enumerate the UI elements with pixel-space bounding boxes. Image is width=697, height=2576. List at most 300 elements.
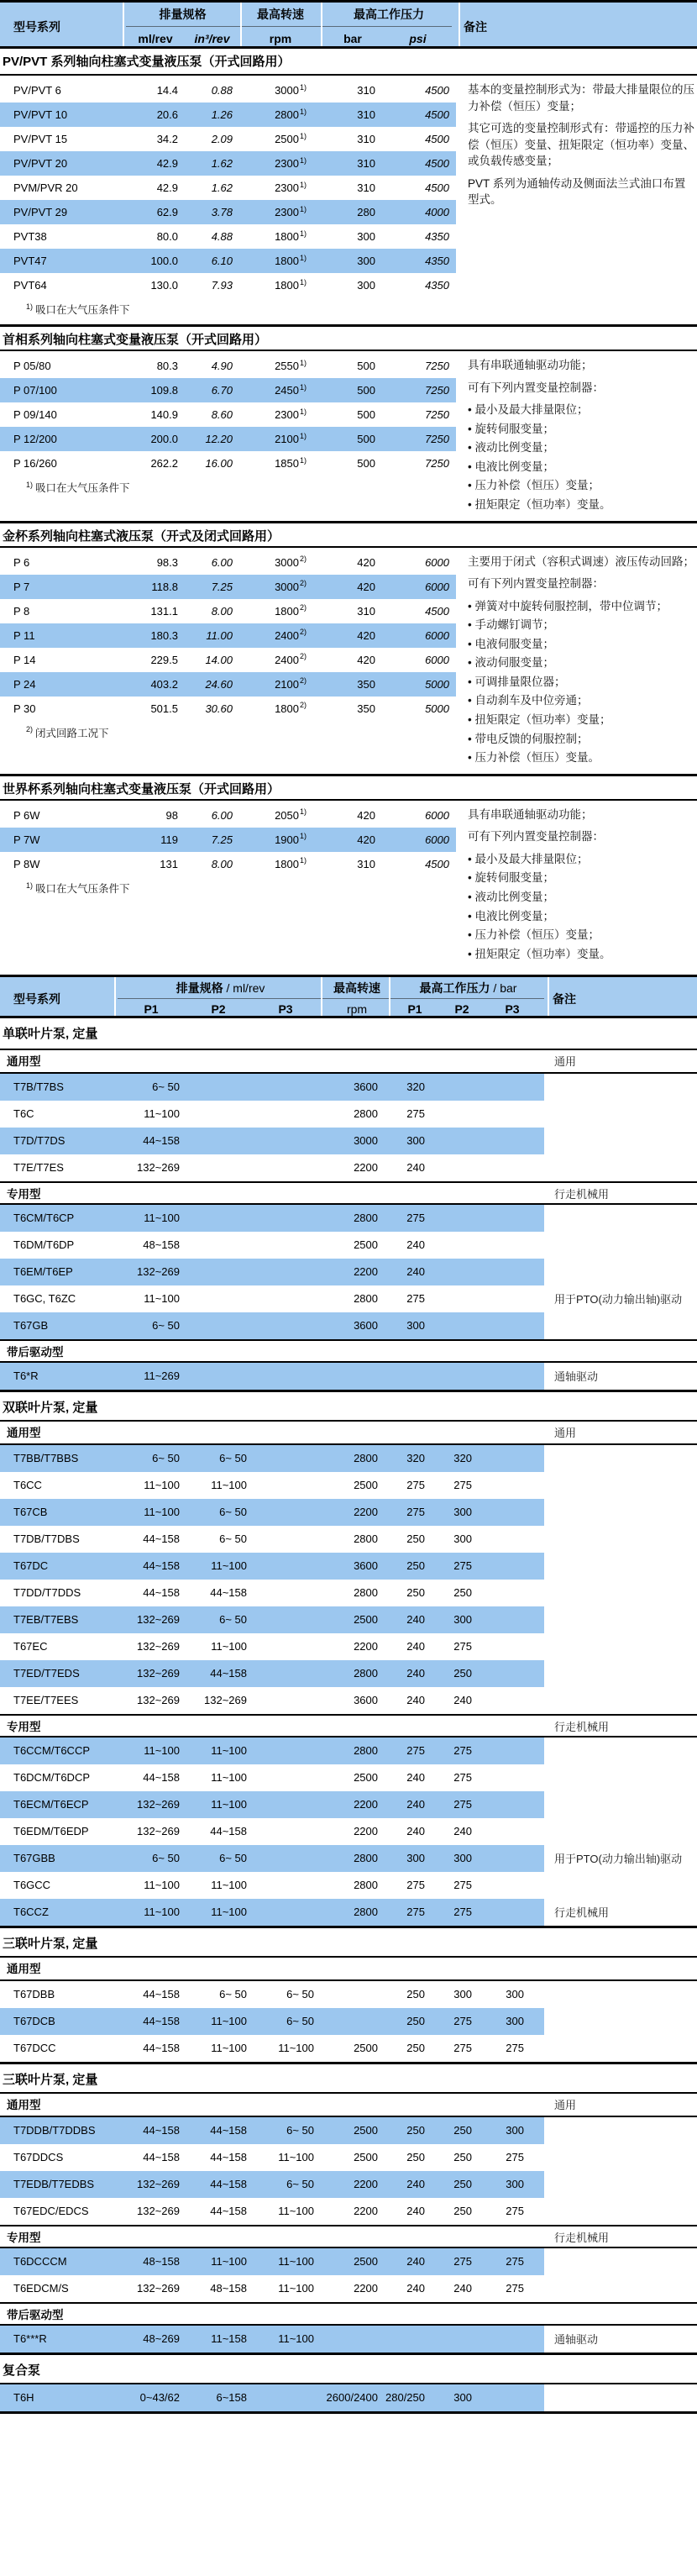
subsections [0, 2094, 697, 2353]
rpm-value: 1800 [275, 604, 299, 618]
footnote-marker: 1) [26, 881, 34, 890]
displacement-p2-cell: 44~158 [210, 2151, 247, 2164]
displacement-p2-cell [185, 1074, 252, 1101]
note-line: • 扭矩限定（恒功率）变量。 [468, 497, 611, 511]
pressure-p3-cell [477, 1259, 544, 1285]
model-cell: P 11 [13, 628, 35, 642]
max-speed-cell: 2800 [354, 1212, 378, 1225]
table-row [0, 1259, 697, 1285]
note-line: • 液动比例变量； [468, 890, 554, 903]
subsection-label: 专用型 [7, 1188, 41, 1201]
subsection-header [0, 1422, 697, 1445]
pump-series-section [0, 774, 697, 970]
max-speed-cell: 3600 [354, 1559, 378, 1573]
header-separator [459, 3, 460, 46]
displacement-in3-cell: 8.60 [211, 408, 233, 421]
displacement-p3-cell: 6~ 50 [286, 2015, 314, 2028]
displacement-in3-cell: 7.93 [211, 279, 233, 292]
pressure-p2-cell: 300 [453, 1532, 472, 1546]
pressure-psi-cell: 7250 [425, 360, 449, 372]
pressure-p3-cell [477, 1154, 544, 1181]
displacement-ml-cell: 119 [160, 833, 178, 846]
pressure-p1-cell: 240 [406, 1667, 425, 1680]
rpm-value: 1800 [275, 702, 299, 715]
subsection-header [0, 2094, 697, 2117]
model-cell: T7D/T7DS [13, 1134, 66, 1148]
displacement-p3-cell: 11~100 [278, 2282, 314, 2295]
displacement-p2-cell [185, 1128, 252, 1154]
pressure-p2-cell [430, 1232, 477, 1259]
pressure-p1-cell: 240 [406, 1694, 425, 1707]
note-line: • 最小及最大排量限位； [468, 852, 589, 865]
pressure-psi-cell: 6000 [425, 580, 449, 593]
table-row [0, 672, 456, 697]
max-speed-cell [239, 151, 313, 176]
displacement-ml-cell: 20.6 [156, 108, 178, 121]
footnote-marker: 1) [299, 155, 307, 165]
pressure-psi-cell: 4500 [425, 133, 449, 145]
displacement-ml-cell: 100.0 [150, 255, 178, 267]
note-line: • 旋转伺服变量； [468, 422, 554, 435]
displacement-p1-cell: 132~269 [137, 1798, 180, 1811]
footnote-text: 吸口在大气压条件下 [35, 482, 130, 494]
table-row [0, 2248, 697, 2275]
table1-header [0, 0, 697, 49]
displacement-p3-cell [252, 1606, 319, 1633]
displacement-in3-cell: 8.00 [211, 604, 233, 618]
subsection-header [0, 2225, 697, 2248]
table-row [0, 2275, 697, 2302]
displacement-p3-cell [252, 1232, 319, 1259]
header-separator [548, 977, 549, 1016]
pressure-bar-cell: 310 [357, 857, 375, 870]
model-cell: P 14 [13, 653, 36, 666]
pressure-bar-cell: 310 [357, 604, 375, 618]
model-cell: T7DDB/T7DDBS [13, 2124, 96, 2137]
header-separator [321, 977, 322, 1016]
model-cell: T6EDCM/S [13, 2282, 69, 2295]
pressure-psi-cell: 7250 [425, 433, 449, 445]
vane-pump-section [0, 2353, 697, 2411]
displacement-p3-cell [252, 1074, 319, 1101]
footnote-marker: 1) [299, 82, 307, 92]
column-header-notes: 备注 [553, 992, 576, 1007]
model-cell: P 07/100 [13, 384, 57, 397]
displacement-p1-cell: 11~100 [144, 1506, 180, 1519]
model-cell: P 7 [13, 580, 30, 593]
max-speed-cell: 2500 [354, 1613, 378, 1627]
max-speed-cell: 2200 [354, 1825, 378, 1838]
displacement-ml-cell: 62.9 [156, 206, 178, 218]
rows [0, 1074, 697, 1181]
displacement-p2-cell: 11~100 [211, 1559, 247, 1573]
displacement-p2-cell: 44~158 [210, 1825, 247, 1838]
subsection [0, 2302, 697, 2353]
pressure-p1-cell: 250 [406, 2042, 425, 2055]
subcolumn-pressure-p3: P3 [505, 1002, 520, 1017]
displacement-p2-cell: 11~100 [211, 1798, 247, 1811]
section-body [0, 548, 697, 774]
model-cell: T6DCM/T6DCP [13, 1771, 91, 1785]
displacement-p1-cell: 132~269 [137, 2178, 180, 2191]
displacement-ml-cell: 98 [165, 808, 178, 822]
displacement-p2-cell: 6~ 50 [219, 1852, 247, 1865]
header-separator [321, 3, 322, 46]
rpm-value: 1800 [275, 279, 299, 292]
note-line: • 液动比例变量； [468, 441, 554, 455]
pressure-bar-cell: 280 [357, 206, 375, 218]
header-separator [240, 3, 242, 46]
pressure-p3-cell: 275 [506, 2151, 524, 2164]
rows [0, 2248, 697, 2302]
model-cell: P 7W [13, 833, 40, 846]
displacement-ml-cell: 80.0 [156, 230, 178, 243]
table-row [0, 1101, 697, 1128]
displacement-p1-cell: 48~158 [143, 1238, 180, 1252]
pressure-psi-cell: 7250 [425, 408, 449, 421]
displacement-p3-cell [252, 1363, 319, 1390]
pressure-p3-cell [477, 1363, 544, 1390]
footnote-marker: 1) [299, 407, 307, 416]
displacement-ml-cell: 42.9 [156, 157, 178, 170]
table-row [0, 402, 456, 427]
pressure-p2-cell: 300 [453, 2391, 472, 2405]
table-row [0, 2326, 697, 2353]
pressure-p3-cell [477, 1499, 544, 1526]
column-header-model: 型号系列 [13, 992, 60, 1007]
pressure-psi-cell: 4000 [425, 206, 449, 218]
subsection-header [0, 1714, 697, 1737]
table-row [0, 1606, 697, 1633]
pressure-bar-cell: 310 [357, 181, 375, 194]
table-row [0, 1899, 697, 1926]
table-row [0, 1845, 697, 1872]
table-row [0, 224, 456, 249]
row-remark: 用于PTO(动力输出轴)驱动 [554, 1853, 683, 1866]
note-line: 可有下列内置变量控制器： [468, 577, 604, 591]
max-speed-cell [239, 550, 313, 575]
pressure-psi-cell: 4350 [425, 230, 449, 243]
displacement-in3-cell: 6.00 [211, 808, 233, 822]
max-speed-cell [319, 1981, 383, 2008]
table-row [0, 550, 456, 575]
displacement-p1-cell: 44~158 [143, 2015, 180, 2028]
displacement-p1-cell: 44~158 [143, 1559, 180, 1573]
section-footnote [0, 721, 456, 748]
displacement-in3-cell: 4.90 [211, 360, 233, 372]
rows [0, 1363, 697, 1390]
footnote-marker: 1) [299, 832, 307, 841]
pressure-bar-cell: 500 [357, 457, 375, 470]
max-speed-cell: 2800 [354, 1879, 378, 1892]
model-cell: T6***R [13, 2332, 47, 2346]
pressure-p1-cell: 275 [406, 1506, 425, 1519]
displacement-ml-cell: 118.8 [151, 580, 178, 593]
displacement-in3-cell: 11.00 [206, 628, 233, 642]
displacement-in3-cell: 12.20 [205, 433, 233, 445]
subcolumn-p1: P1 [144, 1002, 159, 1017]
displacement-p1-cell: 11~100 [144, 1212, 180, 1225]
model-cell: T6H [13, 2391, 34, 2405]
table-row [0, 1553, 697, 1580]
max-speed-cell [239, 127, 313, 151]
pressure-p2-cell: 275 [453, 2042, 472, 2055]
model-cell: PV/PVT 29 [13, 206, 68, 218]
subsection-label: 带后驱动型 [7, 2309, 64, 2322]
displacement-p1-cell: 132~269 [137, 2282, 180, 2295]
displacement-ml-cell: 131.1 [150, 604, 178, 618]
footnote-marker: 1) [299, 856, 307, 865]
section-footnote [0, 876, 456, 903]
displacement-p3-cell: 11~100 [278, 2151, 314, 2164]
unit-psi: psi [409, 32, 427, 45]
displacement-p3-cell [252, 1818, 319, 1845]
subsections [0, 1422, 697, 1926]
pressure-bar-cell: 300 [357, 230, 375, 243]
unit-rpm: rpm [346, 1002, 368, 1017]
table1-sections [0, 49, 697, 970]
subsection [0, 2384, 697, 2411]
pressure-psi-cell: 7250 [425, 384, 449, 397]
pressure-p3-cell [477, 1845, 544, 1872]
subsection-label: 专用型 [7, 1721, 41, 1734]
model-cell: T7BB/T7BBS [13, 1452, 79, 1465]
column-group-max-pressure: 最高工作压力 [354, 8, 424, 21]
displacement-in3-cell: 3.78 [211, 206, 233, 218]
rpm-value: 2550 [275, 360, 299, 372]
table-row [0, 103, 456, 127]
subsection [0, 1422, 697, 1714]
displacement-p1-cell: 44~158 [143, 1134, 180, 1148]
subsection-remark: 通用 [554, 1427, 577, 1440]
displacement-p3-cell: 6~ 50 [286, 2178, 314, 2191]
pressure-p2-cell [430, 2326, 477, 2353]
note-line: • 压力补偿（恒压）变量； [468, 928, 600, 942]
displacement-p1-cell: 132~269 [137, 1265, 180, 1279]
note-line: • 扭矩限定（恒功率）变量。 [468, 947, 611, 960]
displacement-p2-cell: 48~158 [210, 2282, 247, 2295]
pressure-p3-cell [477, 1074, 544, 1101]
max-speed-cell: 2500 [354, 2151, 378, 2164]
model-cell: T7E/T7ES [13, 1161, 64, 1175]
max-speed-cell: 2500 [354, 1479, 378, 1492]
pressure-p3-cell [477, 1232, 544, 1259]
section-notes [456, 548, 697, 774]
max-speed-cell [239, 200, 313, 224]
pressure-bar-cell: 350 [357, 677, 375, 691]
pressure-p2-cell: 275 [453, 1559, 472, 1573]
subsection-label: 专用型 [7, 2232, 41, 2245]
displacement-p2-cell [185, 1312, 252, 1339]
subsection-header [0, 1181, 697, 1205]
max-speed-cell [239, 402, 313, 427]
pressure-p3-cell [477, 1101, 544, 1128]
vane-pump-section [0, 2062, 697, 2353]
section-title: PV/PVT 系列轴向柱塞式变量液压泵（开式回路用） [0, 49, 697, 76]
footnote-text: 吸口在大气压条件下 [35, 304, 130, 316]
note-line: • 压力补偿（恒压）变量。 [468, 751, 600, 765]
rpm-value: 2400 [275, 628, 299, 642]
displacement-ml-cell: 180.3 [150, 628, 178, 642]
pressure-p2-cell: 275 [453, 1906, 472, 1919]
max-speed-cell [239, 224, 313, 249]
displacement-p2-cell: 44~158 [210, 2124, 247, 2137]
displacement-p1-cell: 44~158 [143, 1586, 180, 1600]
pressure-p2-cell: 240 [453, 2282, 472, 2295]
note-line: • 液动伺服变量； [468, 656, 554, 670]
displacement-p1-cell: 6~ 50 [152, 1452, 180, 1465]
pressure-p2-cell: 300 [453, 1988, 472, 2001]
pressure-p2-cell: 300 [453, 1506, 472, 1519]
displacement-p3-cell [252, 1205, 319, 1232]
max-speed-cell: 2500 [354, 2042, 378, 2055]
displacement-in3-cell: 4.88 [211, 230, 233, 243]
model-cell: T7B/T7BS [13, 1080, 64, 1094]
displacement-p1-cell: 48~158 [143, 2255, 180, 2268]
group-unit: / ml/rev [223, 981, 265, 996]
footnote-marker: 2) [26, 725, 34, 734]
pressure-bar-cell: 350 [357, 702, 375, 715]
pressure-p3-cell: 300 [506, 2015, 524, 2028]
displacement-p1-cell: 44~158 [143, 2124, 180, 2137]
pressure-p1-cell: 275 [406, 1292, 425, 1306]
displacement-in3-cell: 1.62 [211, 181, 233, 194]
table-row [0, 151, 456, 176]
pressure-p3-cell [477, 1526, 544, 1553]
table-row [0, 427, 456, 451]
table-row [0, 1499, 697, 1526]
displacement-ml-cell: 42.9 [156, 181, 178, 194]
footnote-marker: 1) [299, 180, 307, 189]
displacement-p3-cell [252, 1737, 319, 1764]
rpm-value: 3000 [275, 580, 299, 593]
pressure-p3-cell: 275 [506, 2282, 524, 2295]
footnote-marker: 2) [299, 555, 307, 564]
max-speed-cell: 2200 [354, 2282, 378, 2295]
table2-sections [0, 1018, 697, 2414]
pressure-psi-cell: 6000 [425, 555, 449, 569]
column-group-max-speed: 最高转速 [333, 981, 380, 996]
pressure-p3-cell [477, 1872, 544, 1899]
footnote-marker: 2) [299, 603, 307, 612]
pressure-bar-cell: 500 [357, 360, 375, 372]
pressure-p2-cell: 300 [453, 1613, 472, 1627]
table-row [0, 1445, 697, 1472]
subcolumn-p3: P3 [278, 1002, 293, 1017]
pressure-p1-cell: 320 [406, 1080, 425, 1094]
table-row [0, 1128, 697, 1154]
max-speed-cell: 2800 [354, 1452, 378, 1465]
subsection-label: 通用型 [7, 1427, 41, 1440]
displacement-p3-cell [252, 1633, 319, 1660]
model-cell: P 30 [13, 702, 36, 715]
model-cell: T67DCB [13, 2015, 55, 2028]
displacement-p2-cell: 44~158 [210, 2205, 247, 2218]
footnote-marker: 1) [299, 358, 307, 367]
rows [0, 354, 456, 476]
section-notes [456, 801, 697, 970]
max-speed-cell [239, 176, 313, 200]
note-line: • 电液比例变量； [468, 909, 554, 923]
pressure-p3-cell [477, 1205, 544, 1232]
pressure-p1-cell: 280/250 [385, 2391, 425, 2405]
pressure-p2-cell: 240 [453, 1694, 472, 1707]
unit-bar: bar [343, 32, 362, 45]
section-data-rows [0, 351, 456, 521]
model-cell: T6*R [13, 1369, 39, 1383]
table-row [0, 697, 456, 721]
displacement-in3-cell: 1.62 [211, 157, 233, 170]
pressure-p3-cell: 300 [506, 2124, 524, 2137]
max-speed-cell [239, 828, 313, 852]
subsection-remark: 通用 [554, 1055, 577, 1069]
footnote-text: 闭式回路工况下 [35, 727, 109, 739]
displacement-p3-cell [252, 1312, 319, 1339]
displacement-p3-cell [252, 1764, 319, 1791]
displacement-p3-cell: 6~ 50 [286, 1988, 314, 2001]
table-row [0, 2008, 697, 2035]
pressure-p3-cell [477, 1285, 544, 1312]
max-speed-cell [239, 354, 313, 378]
max-speed-cell: 3000 [354, 1134, 378, 1148]
displacement-ml-cell: 109.8 [150, 384, 178, 397]
displacement-p1-cell: 44~158 [143, 2151, 180, 2164]
pressure-p3-cell [477, 1312, 544, 1339]
rpm-value: 2300 [275, 157, 299, 170]
pressure-bar-cell: 310 [357, 157, 375, 170]
model-cell: T6EM/T6EP [13, 1265, 73, 1279]
displacement-p1-cell: 132~269 [137, 2205, 180, 2218]
rpm-value: 1850 [275, 457, 299, 470]
displacement-p3-cell [252, 1472, 319, 1499]
displacement-p1-cell: 132~269 [137, 1161, 180, 1175]
note-line: • 手动螺钉调节； [468, 618, 554, 632]
footnote-marker: 1) [26, 302, 34, 311]
pressure-psi-cell: 4500 [425, 157, 449, 170]
pressure-p1-cell: 300 [406, 1852, 425, 1865]
column-group-displacement: 排量规格 [159, 8, 207, 21]
pressure-p1-cell: 250 [406, 2124, 425, 2137]
model-cell: PVM/PVR 20 [13, 181, 78, 194]
subsection-header [0, 1958, 697, 1981]
rows [0, 2326, 697, 2353]
section-body [0, 351, 697, 521]
model-cell: T67EDC/EDCS [13, 2205, 89, 2218]
subcolumn-p2: P2 [211, 1002, 226, 1017]
table-row [0, 378, 456, 402]
max-speed-cell [239, 803, 313, 828]
displacement-p1-cell: 132~269 [137, 1613, 180, 1627]
pressure-p2-cell: 275 [453, 1744, 472, 1758]
max-speed-cell [239, 575, 313, 599]
row-remark: 通轴驱动 [554, 1370, 599, 1384]
max-speed-cell: 2800 [354, 1292, 378, 1306]
rpm-value: 3000 [275, 555, 299, 569]
displacement-p3-cell [252, 1259, 319, 1285]
displacement-ml-cell: 34.2 [156, 133, 178, 145]
pressure-p1-cell: 275 [406, 1212, 425, 1225]
displacement-p3-cell [252, 2384, 319, 2411]
max-speed-cell: 2800 [354, 1667, 378, 1680]
pressure-p2-cell [430, 1074, 477, 1101]
displacement-ml-cell: 131 [160, 857, 178, 870]
section-data-rows [0, 801, 456, 970]
pressure-p2-cell: 300 [453, 1852, 472, 1865]
pressure-p1-cell: 250 [406, 1988, 425, 2001]
section-data-rows [0, 548, 456, 774]
displacement-p1-cell: 44~158 [143, 1988, 180, 2001]
model-cell: T6CM/T6CP [13, 1212, 75, 1225]
